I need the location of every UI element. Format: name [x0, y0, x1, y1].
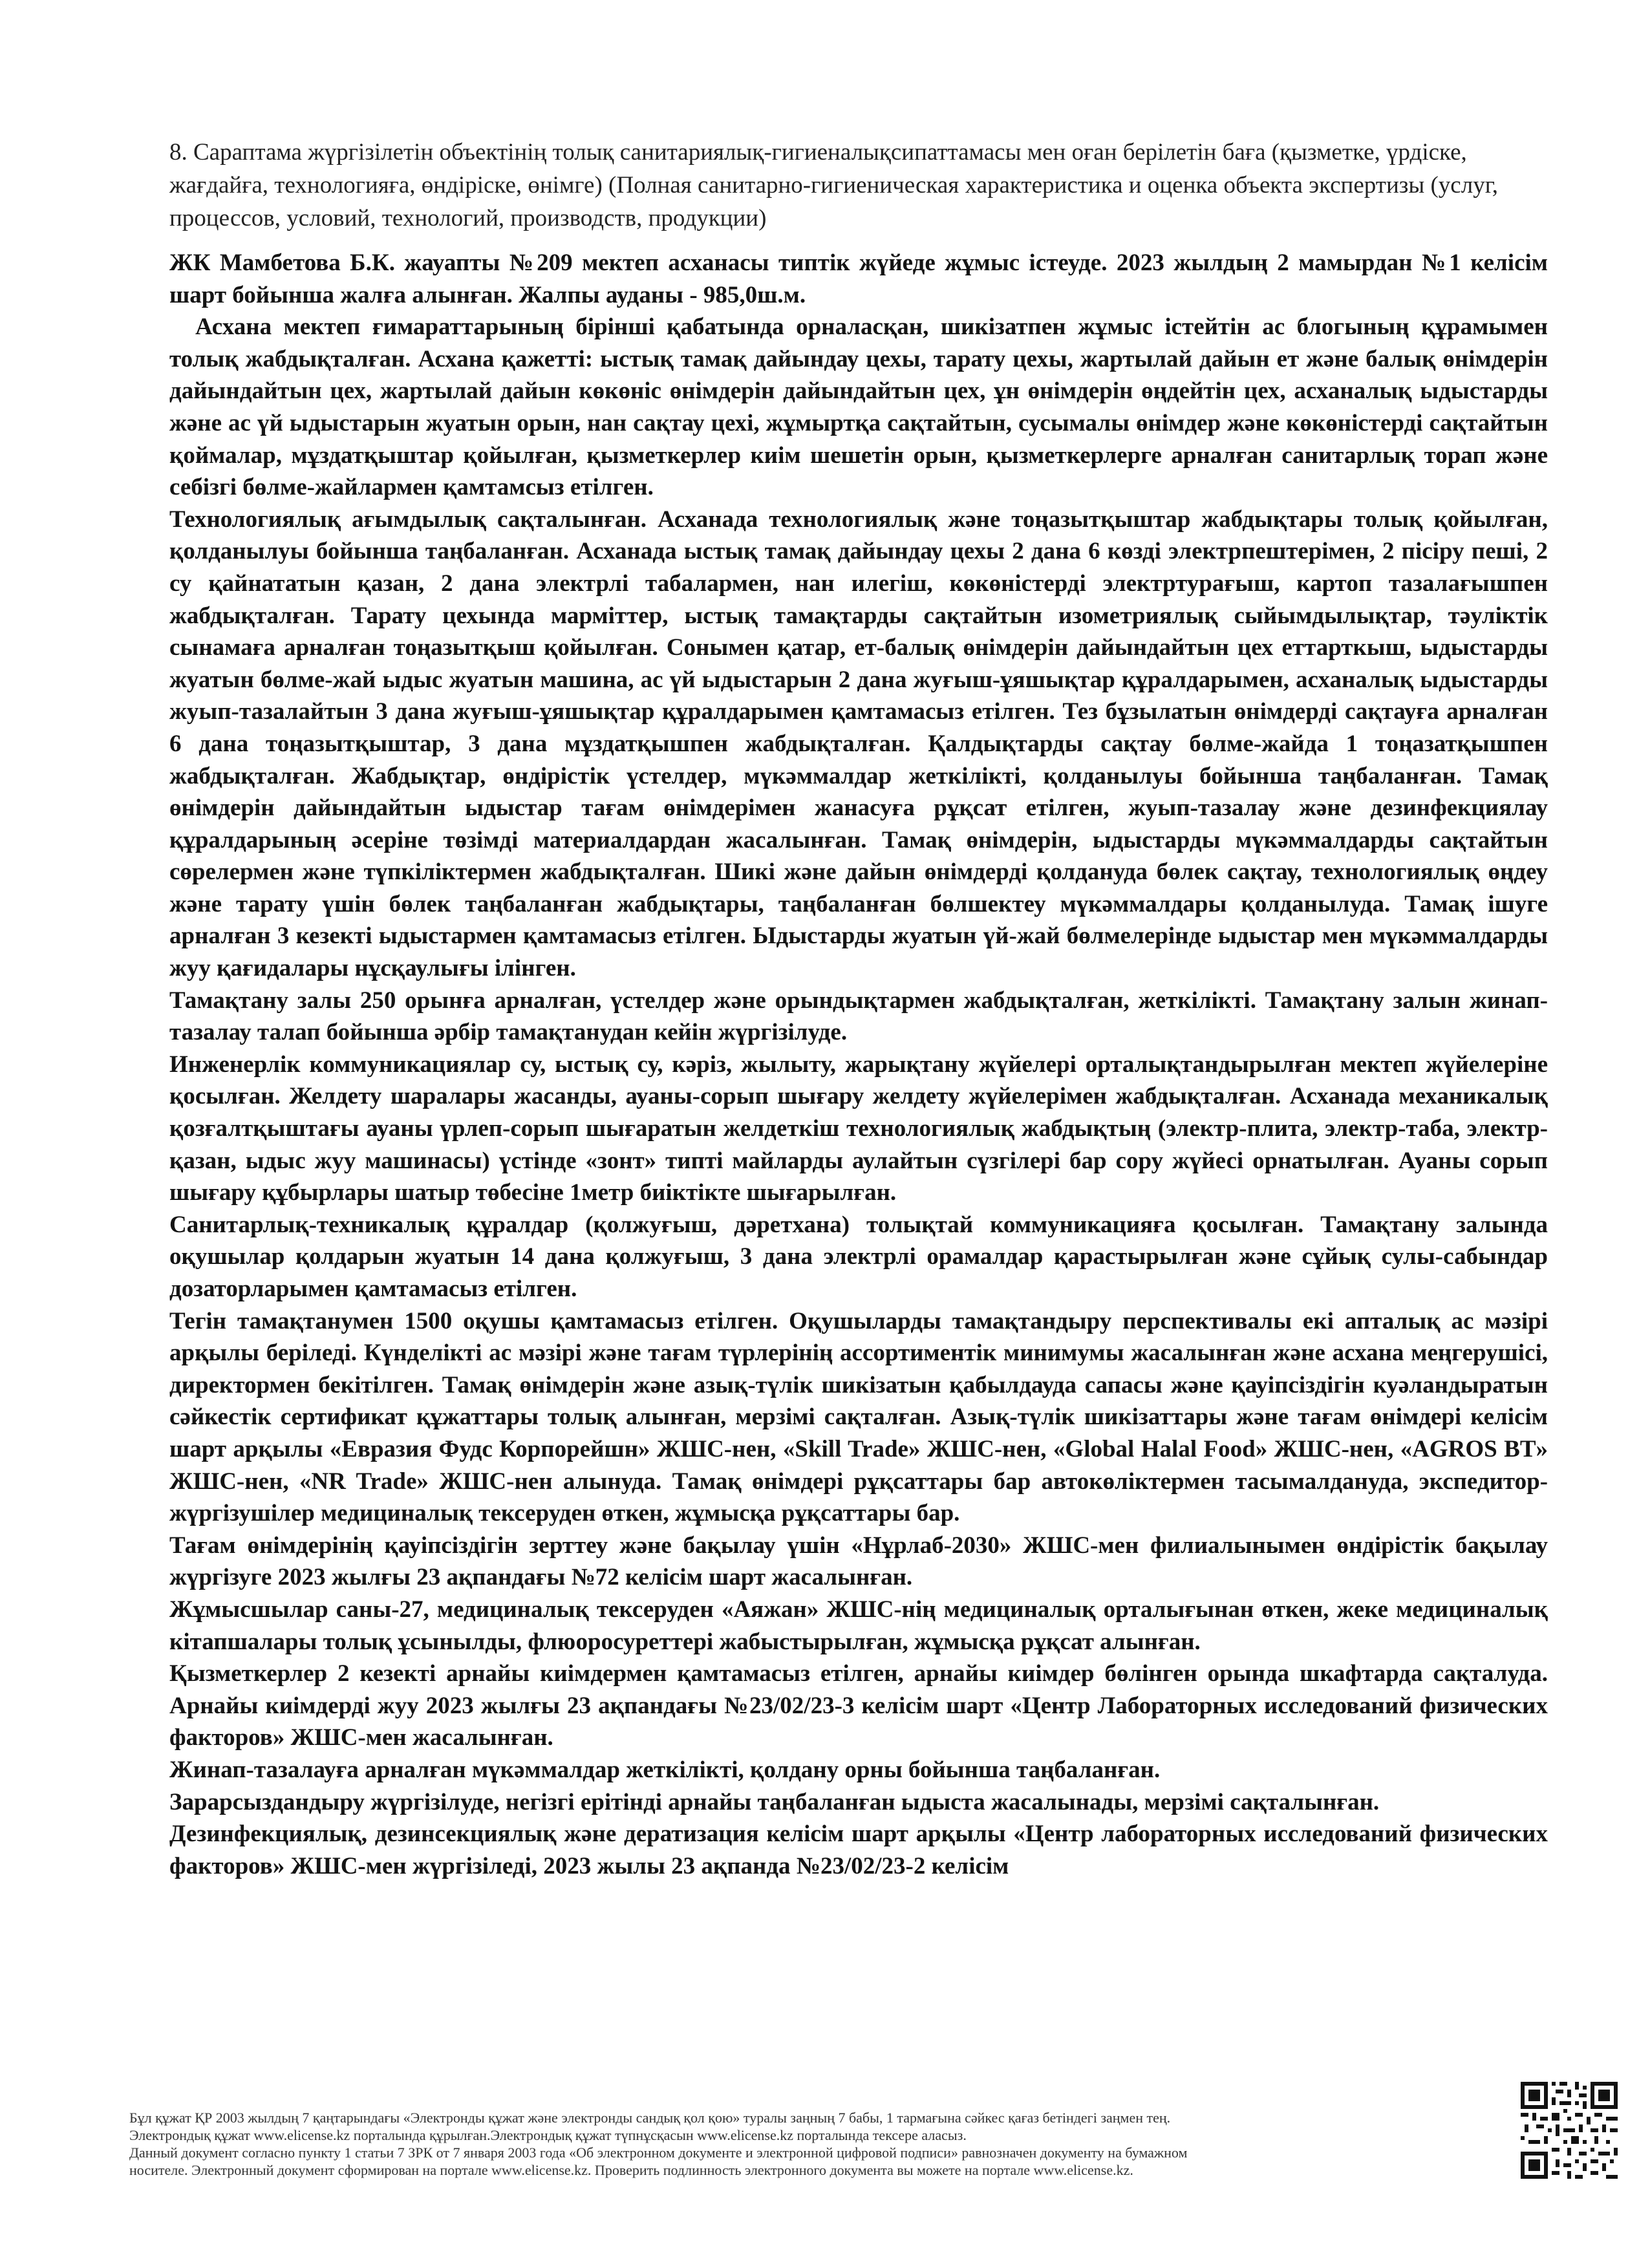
- paragraph-disinfection-solution: Зарарсыздандыру жүргізілуде, негізгі ерітінді арнайы таңбаланған ыдыста жасалынады, мерзімі сақталынған.: [169, 1788, 1380, 1815]
- body-text: [169, 247, 1548, 1882]
- footer-line: носителе. Электронный документ сформирован на портале www.elicense.kz. Проверить подлинность электронного документа вы можете на портале www.elicense.kz.: [129, 2162, 1133, 2178]
- paragraph-cleaning-inventory: Жинап-тазалауға арналған мүкәммалдар жеткілікті, қолдану орны бойынша таңбаланған.: [169, 1756, 1161, 1783]
- paragraph-sanitary: Санитарлық-техникалық құралдар (қолжуғыш, дәретхана) толықтай коммуникацияға қосылған. Тамақтану залында оқушылар қолдарын жуатын 14 дана қолжуғыш, 3 дана электрлі орамалдар қарастырылған және сұйық сулы-сабындар дозаторларымен қамтамасыз етілген.: [169, 1211, 1548, 1302]
- paragraph-pest-control: Дезинфекциялық, дезинсекциялық және дератизация келісім шарт арқылы «Центр лабораторных исследований физических факторов» ЖШС-мен жүргізіледі, 2023 жылы 23 ақпанда №23/02/23-2 келісім: [169, 1821, 1548, 1879]
- footer-legal-notice: [129, 2109, 1474, 2179]
- footer-line: Электрондық құжат www.elicense.kz порталында құрылған.Электрондық құжат түпнұсқасын www.elicense.kz порталында тексере аласыз.: [129, 2127, 967, 2143]
- paragraph-staff: Жұмысшылар саны-27, медициналық тексеруден «Аяжан» ЖШС-нің медициналық орталығынан өткен, жеке медициналық кітапшалары толық ұсынылды, флюоросуреттері жабыстырылған, жұмысқа рұқсат алынған.: [169, 1596, 1548, 1655]
- footer-line: Данный документ согласно пункту 1 статьи 7 ЗРК от 7 января 2003 года «Об электронном документе и электронной цифровой подписи» равнозначен документу на бумажном: [129, 2145, 1188, 2161]
- section-heading: 8. Сараптама жүргізілетін объектінің толық санитариялық-гигиеналықсипаттамасы мен оған берілетін баға (қызметке, үрдіске, жағдайға, технологияға, өндіріске, өнімге) (Полная санитарно-гигиеническая характеристика и оценка объекта экспертизы (услуг, процессов, условий, технологий, производств, продукции): [169, 139, 1498, 231]
- paragraph-workwear: Қызметкерлер 2 кезекті арнайы киімдермен қамтамасыз етілген, арнайы киімдер бөлінген орында шкафтарда сақталуда. Арнайы киімдерді жуу 2023 жылғы 23 ақпандағы №23/02/23-3 келісім шарт «Центр Лабораторных исследований физических факторов» ЖШС-мен жасалынған.: [169, 1660, 1548, 1751]
- paragraph-dining-hall: Тамақтану залы 250 орынға арналған, үстелдер және орындықтармен жабдықталған, жеткілікті. Тамақтану залын жинап-тазалау талап бойынша әрбір тамақтанудан кейін жүргізілуде.: [169, 987, 1548, 1046]
- footer-line: Бұл құжат ҚР 2003 жылдың 7 қаңтарындағы «Электронды құжат және электронды сандық қол қою» туралы заңның 7 бабы, 1 тармағына сәйкес қағаз бетіндегі заңмен тең.: [129, 2110, 1171, 2126]
- paragraph-engineering: Инженерлік коммуникациялар су, ыстық су, кәріз, жылыту, жарықтану жүйелері орталықтандырылған мектеп жүйелеріне қосылған. Желдету шаралары жасанды, ауаны-сорып шығару желдету жүйелерімен жабдықталған. Асханада механикалық қозғалтқыштағы ауаны үрлеп-сорып шығаратын желдеткіш технологиялық жабдықтың (электр-плита, электр-таба, электр-қазан, ыдыс жуу машинасы) үстінде «зонт» типті майларды аулайтын сүзгілері бар сору жүйесі орнатылған. Ауаны сорып шығару құбырлары шатыр төбесіне 1метр биіктікте шығарылған.: [169, 1051, 1548, 1206]
- paragraph-premises: Асхана мектеп ғимараттарының бірінші қабатында орналасқан, шикізатпен жұмыс істейтін ас блогының құрамымен толық жабдықталған. Асхана қажетті: ыстық тамақ дайындау цехы, тарату цехы, жартылай дайын ет және балық өнімдерін дайындайтын цех, жартылай дайын көкөніс өнімдерін дайындайтын цех, ұн өнімдерін өңдейтін цех, асханалық ыдыстарды және ас үй ыдыстарын жуатын орын, нан сақтау цехі, жұмыртқа сақтайтын, сусымалы өнімдер және көкөністерді сақтайтын қоймалар, мұздатқыштар қойылған, қызметкерлер киім шешетін орын, қызметкерлерге арналған санитарлық торап және себізгі бөлме-жайлармен қамтамсыз етілген.: [169, 314, 1548, 501]
- paragraph-equipment: Технологиялық ағымдылық сақталынған. Асханада технологиялық және тоңазытқыштар жабдықтары толық қойылған, қолданылуы бойынша таңбаланған. Асханада ыстық тамақ дайындау цехы 2 дана 6 көзді электрпештерімен, 2 пісіру пеші, 2 су қайнататын қазан, 2 дана электрлі табалармен, нан илегіш, көкөністерді электртурағыш, картоп тазалағышпен жабдықталған. Тарату цехында марміттер, ыстық тамақтарды сақтайтын изометриялық сыйымдылықтар, тәуліктік сынамаға арналған тоңазытқыш қойылған. Сонымен қатар, ет-балық өнімдерін дайындайтын цех еттарткыш, ыдыстарды жуатын бөлме-жай ыдыс жуатын машина, ас үй ыдыстарын 2 дана жуғыш-ұяшықтар құралдарымен, асханалық ыдыстарды жуып-тазалайтын 3 дана жуғыш-ұяшықтар құралдарымен қамтамасыз етілген. Тез бұзылатын өнімдерді сақтауға арналған 6 дана тоңазытқыштар, 3 дана мұздатқышпен жабдықталған. Қалдықтарды сақтау бөлме-жайда 1 тоңазатқышпен жабдықталған. Жабдықтар, өндірістік үстелдер, мүкәммалдар жеткілікті, қолданылуы бойынша таңбаланған. Тамақ өнімдерін дайындайтын ыдыстар тағам өнімдерімен жанасуға рұқсат етілген, жуып-тазалау және дезинфекциялау құралдарының әсеріне төзімді материалдардан жасалынған. Тамақ өнімдерін, ыдыстарды мүкәммалдарды сақтайтын сөрелермен және түпкіліктермен жабдықталған. Шикі және дайын өнімдерді қолдануда бөлек сақтау, технологиялық өңдеу және тарату үшін бөлек таңбаланған жабдықтары, таңбаланған бөлшектеу мүкәммалдары қолданылуда. Тамақ ішуге арналған 3 кезекті ыдыстармен қамтамасыз етілген. Ыдыстарды жуатын үй-жай бөлмелерінде ыдыстар мен мүкәммалдарды жуу қағидалары нұсқаулығы ілінген.: [169, 506, 1548, 982]
- paragraph-lab-control: Тағам өнімдерінің қауіпсіздігін зерттеу және бақылау үшін «Нұрлаб-2030» ЖШС-мен филиалынымен өндірістік бақылау жүргізуге 2023 жылғы 23 ақпандағы №72 келісім шарт жасалынған.: [169, 1532, 1548, 1591]
- qr-code-icon: [1521, 2082, 1618, 2179]
- paragraph-nutrition: Тегін тамақтанумен 1500 оқушы қамтамасыз етілген. Оқушыларды тамақтандыру перспективалы екі апталық ас мәзірі арқылы беріледі. Күнделікті ас мәзірі және тағам түрлерінің ассортиментік минимумы жасалынған және асхана меңгерушісі, директормен бекітілген. Тамақ өнімдерін және азық-түлік шикізатын қабылдауда сапасы және қауіпсіздігін куәландыратын сәйкестік сертификат құжаттары толық алынған, мерзімі сақталған. Азық-түлік шикізаттары және тағам өнімдері келісім шарт арқылы «Евразия Фудс Корпорейшн» ЖШС-нен, «Skill Trade» ЖШС-нен, «Global Halal Food» ЖШС-нен, «AGROS BT» ЖШС-нен, «NR Trade» ЖШС-нен алынуда. Тамақ өнімдері рұқсаттары бар автокөліктермен тасымалдануда, экспедитор-жүргізушілер медициналық тексеруден өткен, жұмысқа рұқсаттары бар.: [169, 1307, 1548, 1527]
- paragraph-intro: ЖК Мамбетова Б.К. жауапты №209 мектеп асханасы типтік жүйеде жұмыс істеуде. 2023 жылдың 2 мамырдан №1 келісім шарт бойынша жалға алынған. Жалпы ауданы - 985,0ш.м.: [169, 250, 1548, 308]
